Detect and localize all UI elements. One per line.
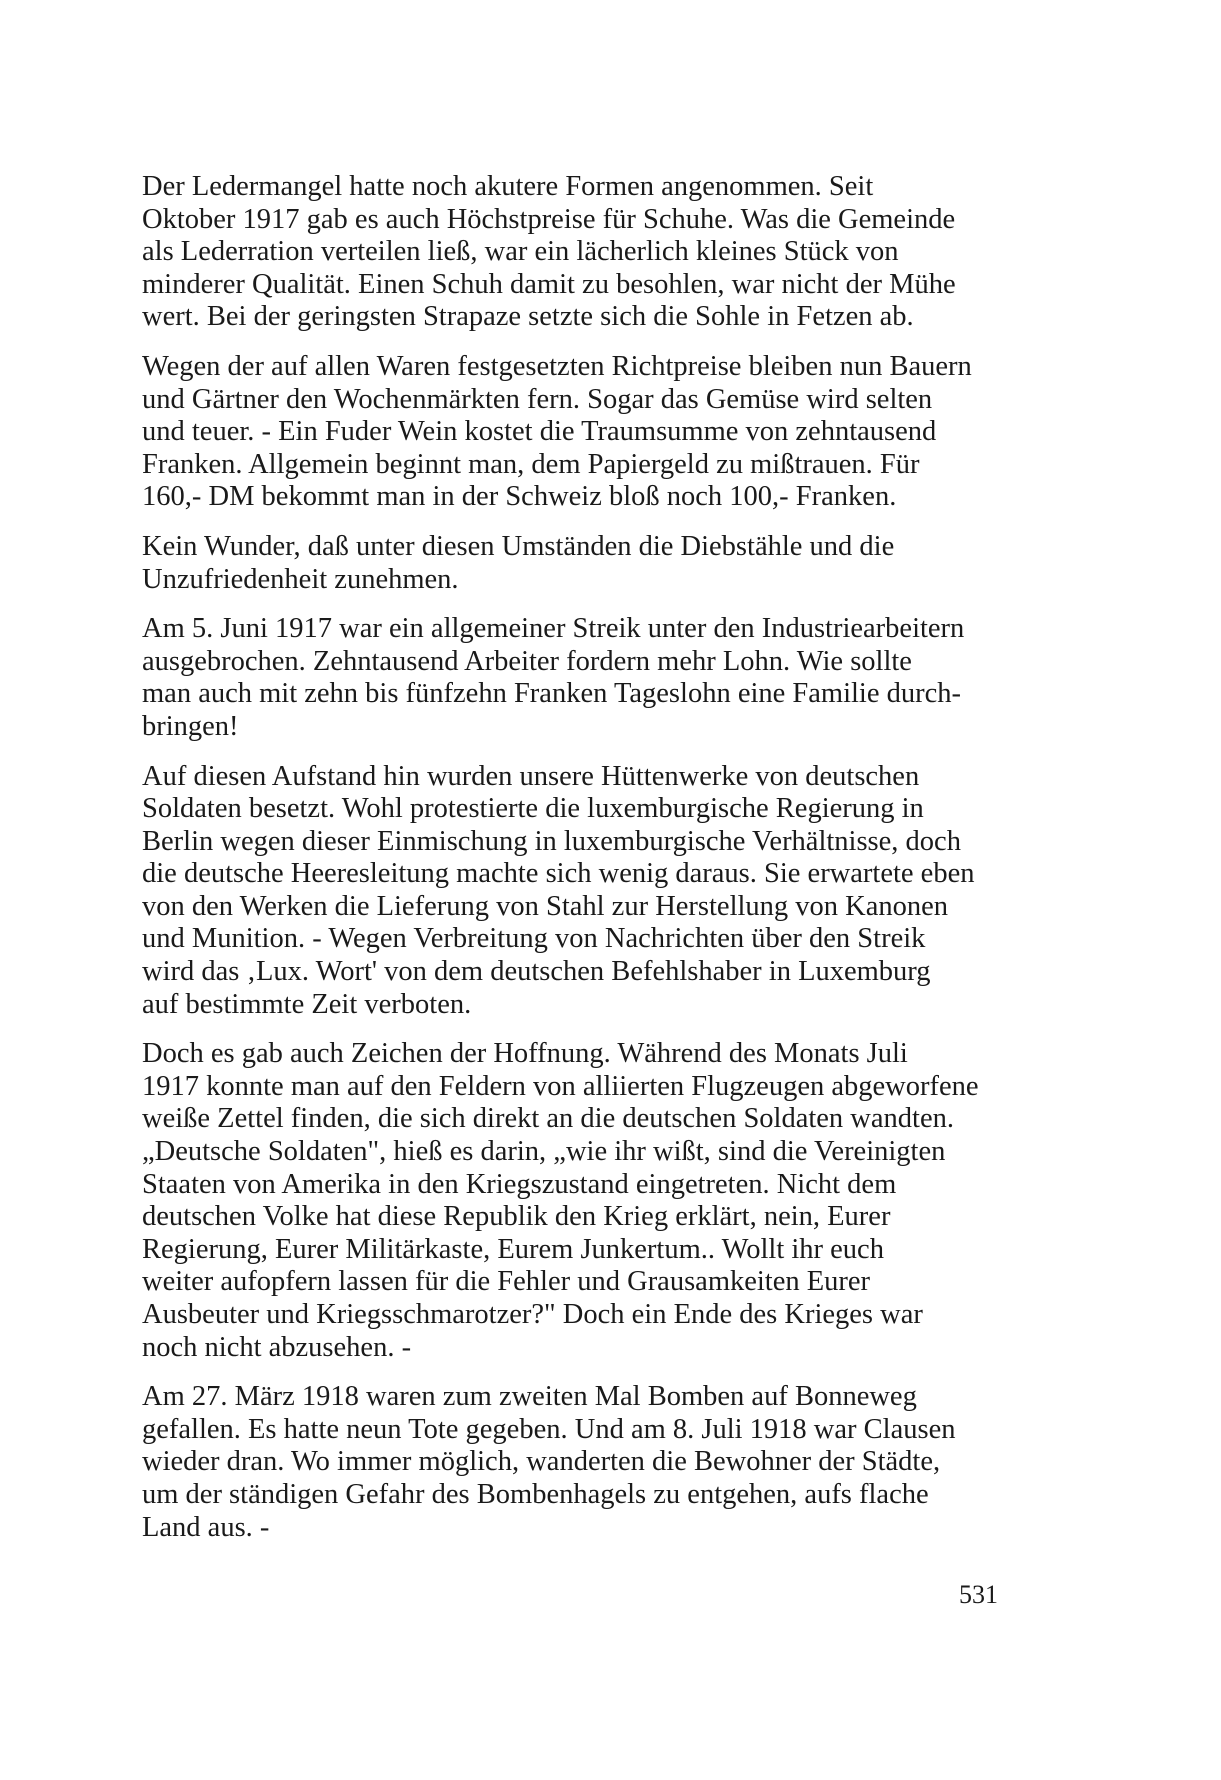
body-text [142, 171, 1004, 1561]
paragraph-7: Am 27. März 1918 waren zum zweiten Mal Bomben auf Bonneweg gefallen. Es hatte neun Tote gegeben. Und am 8. Juli 1918 war Clausen wieder dran. Wo immer möglich, wanderten die Bewohner der Städte, um der ständigen Gefahr des Bombenhagels zu entgehen, aufs flache Land aus. - [142, 1381, 956, 1543]
paragraph-5: Auf diesen Aufstand hin wurden unsere Hüttenwerke von deutschen Soldaten besetzt. Wohl protestierte die luxemburgische Regierung in Berlin wegen dieser Einmischung in luxemburgische Verhältnisse, doch die deutsche Heeresleitung machte sich wenig daraus. Sie erwartete eben von den Werken die Lieferung von Stahl zur Herstellung von Kanonen und Munition. - Wegen Verbreitung von Nachrichten über den Streik wird das ‚Lux. Wort' von dem deutschen Befehlshaber in Luxemburg auf bestimmte Zeit verboten. [142, 760, 975, 1020]
paragraph-3: Kein Wunder, daß unter diesen Umständen die Diebstähle und die Unzufriedenheit zunehmen. [142, 530, 895, 595]
paragraph-4: Am 5. Juni 1917 war ein allgemeiner Streik unter den Industriearbeitern ausgebrochen. Zehntausend Arbeiter fordern mehr Lohn. Wie sollte man auch mit zehn bis fünfzehn Franken Tageslohn eine Familie durch- bringen! [142, 613, 965, 742]
paragraph-2: Wegen der auf allen Waren festgesetzten Richtpreise bleiben nun Bauern und Gärtner den Wochenmärkten fern. Sogar das Gemüse wird selten und teuer. - Ein Fuder Wein kostet die Traumsumme von zehntausend Franken. Allgemein beginnt man, dem Papiergeld zu mißtrauen. Für 160,- DM bekommt man in der Schweiz bloß noch 100,- Franken. [142, 350, 972, 513]
page-number: 531 [959, 1580, 998, 1609]
paragraph-6: Doch es gab auch Zeichen der Hoffnung. Während des Monats Juli 1917 konnte man auf den Feldern von alliierten Flugzeugen abgeworfene weiße Zettel finden, die sich direkt an die deutschen Soldaten wandten. „Deutsche Soldaten", hieß es darin, „wie ihr wißt, sind die Vereinigten Staaten von Amerika in den Kriegszustand eingetreten. Nicht dem deutschen Volke hat diese Republik den Krieg erklärt, nein, Eurer Regierung, Eurer Militärkaste, Eurem Junkertum.. Wollt ihr euch weiter aufopfern lassen für die Fehler und Grausamkeiten Eurer Ausbeuter und Kriegsschmarotzer?" Doch ein Ende des Krieges war noch nicht abzusehen. - [142, 1038, 979, 1363]
paragraph-1: Der Ledermangel hatte noch akutere Formen angenommen. Seit Oktober 1917 gab es auch Höchstpreise für Schuhe. Was die Gemeinde als Lederration verteilen ließ, war ein lächerlich kleines Stück von minderer Qualität. Einen Schuh damit zu besohlen, war nicht der Mühe wert. Bei der geringsten Strapaze setzte sich die Sohle in Fetzen ab. [142, 171, 956, 333]
